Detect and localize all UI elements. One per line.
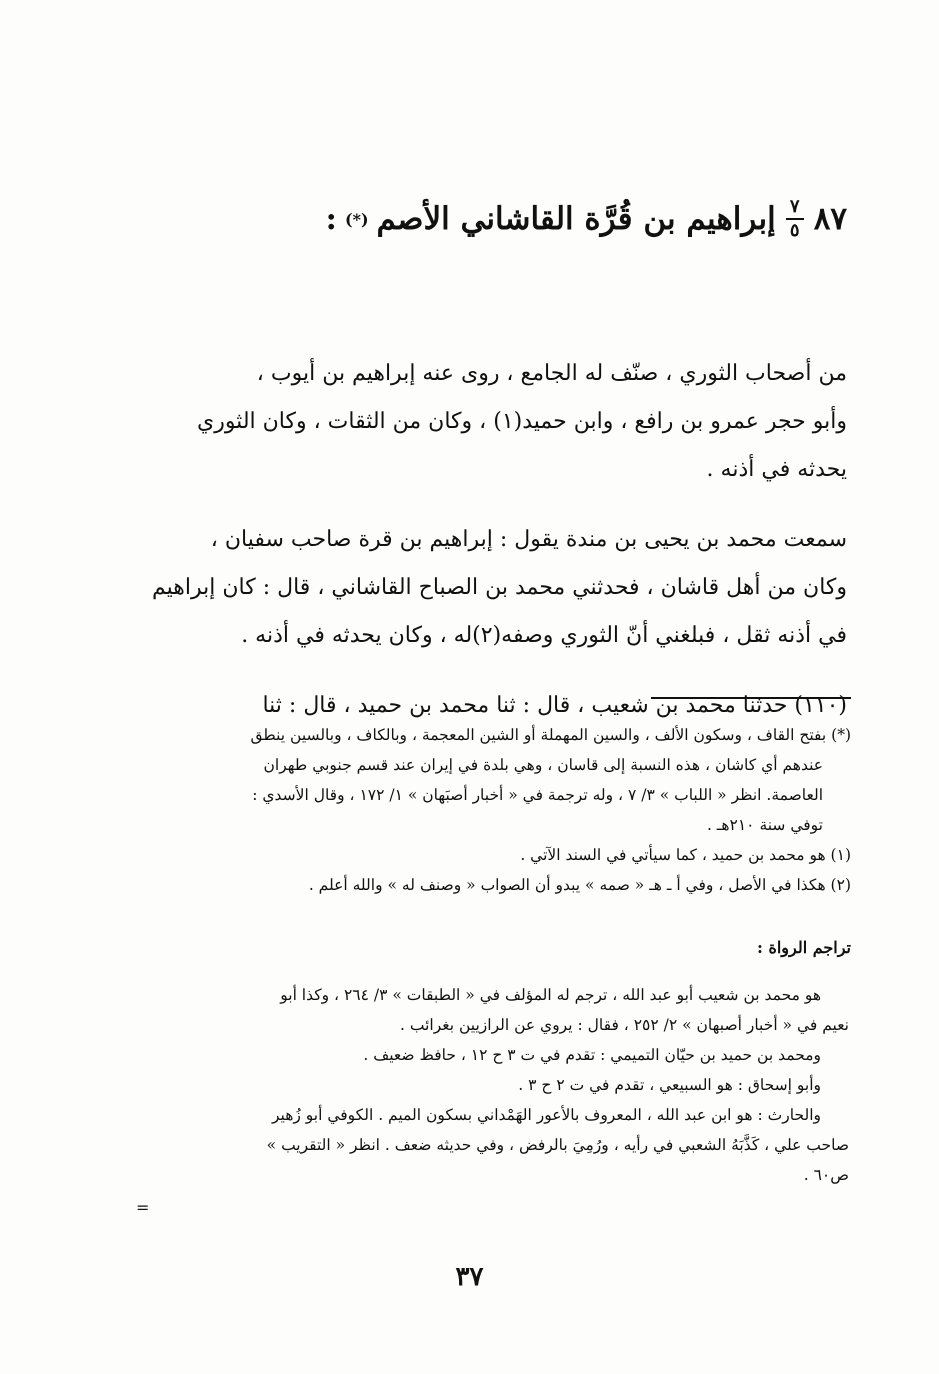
narrator-line: وأبو إسحاق : هو السبيعي ، تقدم في ت ٢ ح ٣ .	[518, 1076, 821, 1094]
footnote-star-line: (*) بفتح القاف ، وسكون الألف ، والسين المهملة أو الشين المعجمة ، وبالكاف ، وبالسين ينطق	[250, 726, 851, 744]
title-colon: :	[325, 201, 337, 237]
entry-fraction	[786, 198, 804, 240]
text-line: من أصحاب الثوري ، صنّف له الجامع ، روى عنه إبراهيم بن أيوب ،	[256, 361, 847, 386]
footnotes	[136, 720, 851, 900]
narrator-line: والحارث : هو ابن عبد الله ، المعروف بالأعور الهَمْداني بسكون الميم . الكوفي أبو زُهير	[271, 1106, 821, 1124]
entry-title: إبراهيم بن قُرَّة القاشاني الأصم	[376, 201, 776, 237]
footnote-star-line: توفي سنة ٢١٠هـ .	[706, 816, 823, 834]
narrator-line: ص٦٠ .	[803, 1166, 849, 1184]
text-line: وأبو حجر عمرو بن رافع ، وابن حميد(١) ، وكان من الثقات ، وكان الثوري	[196, 409, 847, 434]
text-line: سمعت محمد بن يحيى بن مندة يقول : إبراهيم بن قرة صاحب سفيان ،	[210, 527, 847, 552]
text-line: في أذنه ثقل ، فبلغني أنّ الثوري وصفه(٢)له ، وكان يحدثه في أذنه .	[241, 623, 847, 648]
footnote-2: (٢) هكذا في الأصل ، وفي أ ـ هـ « صمه » يبدو أن الصواب « وصنف له » والله أعلم .	[308, 876, 851, 894]
text-line: يحدثه في أذنه .	[706, 457, 847, 482]
narrator-line: هو محمد بن شعيب أبو عبد الله ، ترجم له المؤلف في « الطبقات » ٣/ ٢٦٤ ، وكذا أبو	[280, 986, 821, 1004]
fraction-top: ٧	[789, 196, 800, 217]
narrator-line: نعيم في « أخبار أصبهان » ٢/ ٢٥٢ ، فقال : يروي عن الرازيين بغرائب .	[400, 1016, 849, 1034]
narrators-notes	[133, 980, 849, 1190]
narrator-line: صاحب علي ، كَذَّبَهُ الشعبي في رأيه ، ورُمِيَ بالرفض ، وفي حديثه ضعف . انظر « التقريب »	[266, 1136, 849, 1154]
continuation-mark: =	[136, 1198, 150, 1217]
footnote-separator	[651, 697, 851, 699]
narrator-line: ومحمد بن حميد بن حيّان التميمي : تقدم في ت ٣ ح ١٢ ، حافظ ضعيف .	[363, 1046, 821, 1064]
main-text	[139, 350, 847, 752]
fraction-bottom: ٥	[789, 220, 800, 241]
entry-heading	[325, 196, 847, 241]
entry-number: ٨٧	[813, 201, 847, 237]
paragraph-1	[139, 350, 847, 494]
text-line: وكان من أهل قاشان ، فحدثني محمد بن الصباح القاشاني ، قال : كان إبراهيم	[152, 575, 847, 600]
footnote-star-line: العاصمة. انظر « اللباب » ٣/ ٧ ، وله ترجمة في « أخبار أصبَهان » ١/ ١٧٢ ، وقال الأسدي :	[252, 786, 823, 804]
footnote-1: (١) هو محمد بن حميد ، كما سيأتي في السند الآتي .	[520, 846, 851, 864]
page-number: ٣٧	[455, 1262, 484, 1292]
narrators-heading: تراجم الرواة :	[756, 938, 851, 957]
title-footnote-marker: (*)	[345, 209, 369, 229]
text-line: (١١٠) حدثنا محمد بن شعيب ، قال : ثنا محمد بن حميد ، قال : ثنا	[262, 693, 847, 718]
footnote-star-line: عندهم أي كاشان ، هذه النسبة إلى قاسان ، وهي بلدة في إيران عند قسم جنوبي طهران	[263, 756, 823, 774]
paragraph-2	[139, 516, 847, 660]
